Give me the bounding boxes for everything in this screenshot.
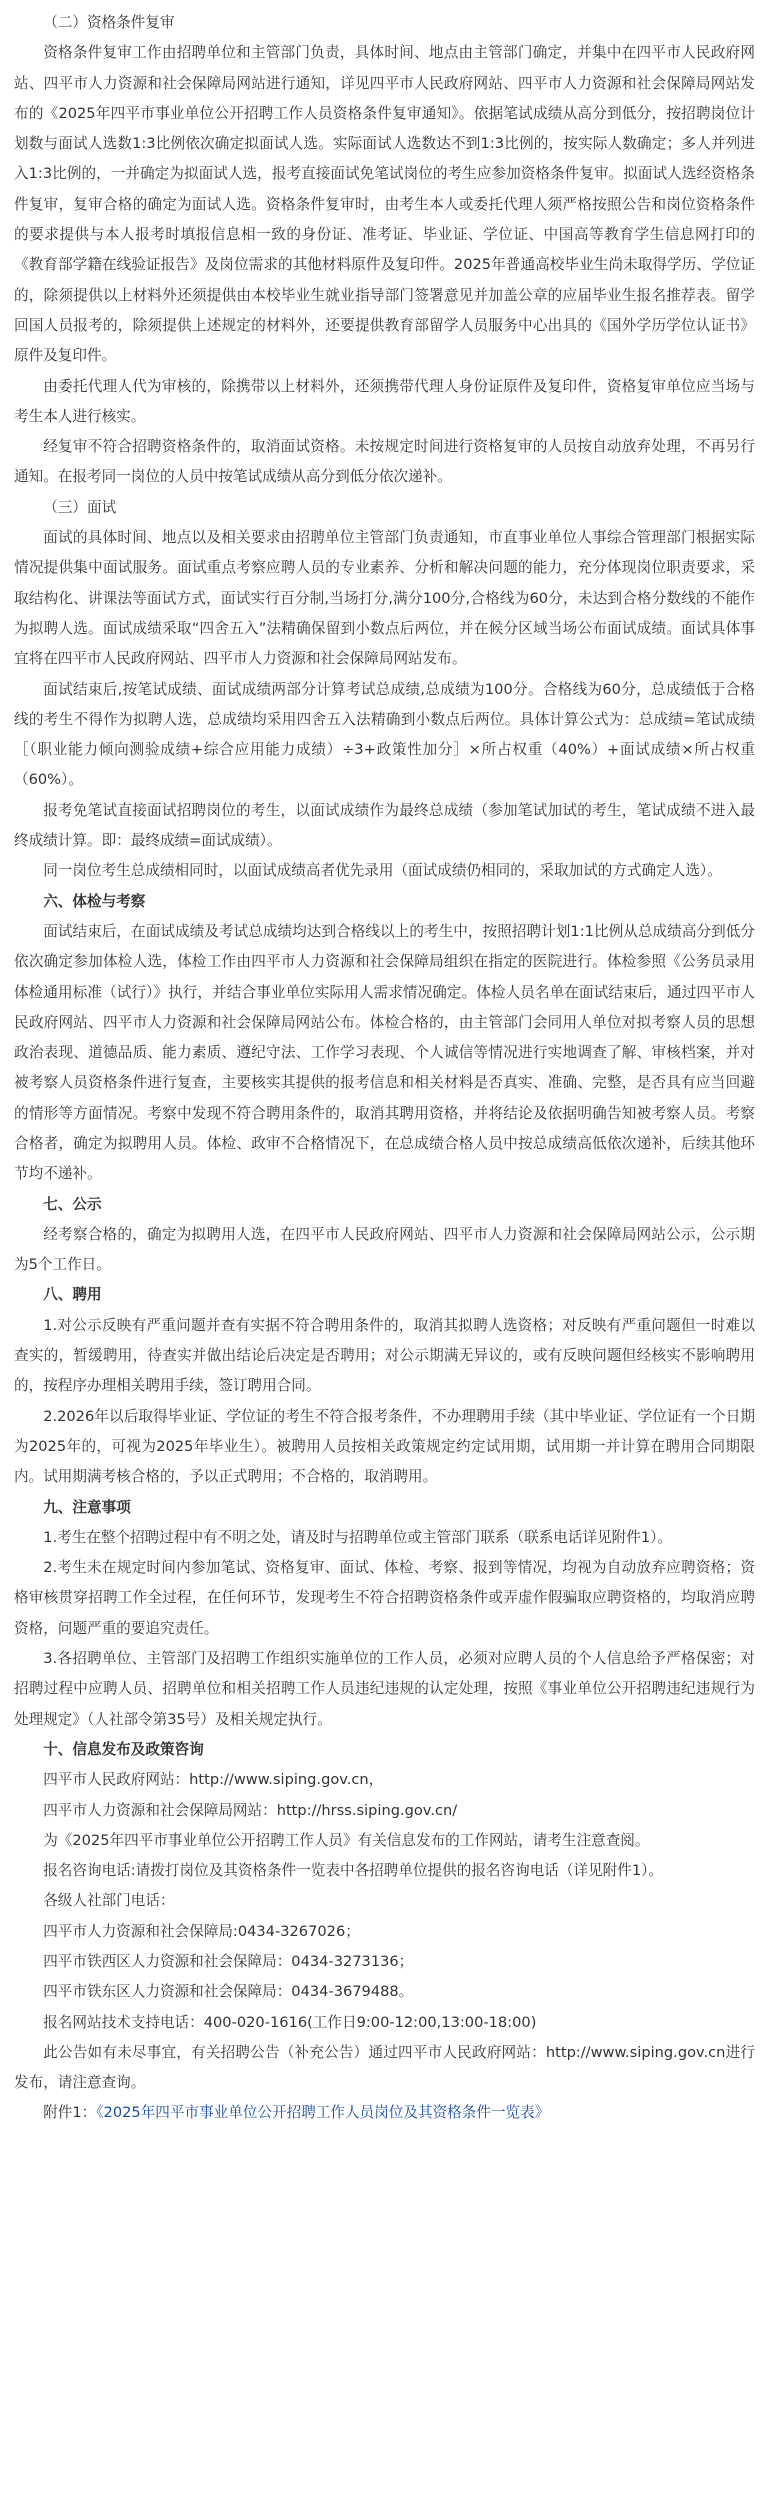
attachment-prefix: 附件1：: [43, 2104, 97, 2122]
paragraph: 报名咨询电话:请拨打岗位及其资格条件一览表中各招聘单位提供的报名咨询电话（详见附件1）。: [43, 1862, 664, 1880]
paragraph: 经复审不符合招聘资格条件的，取消面试资格。未按规定时间进行资格复审的人员按自动放弃处理，不再另行通知。在报考同一岗位的人员中按笔试成绩从高分到低分依次递补。: [14, 438, 755, 486]
paragraph: （二）资格条件复审: [43, 14, 175, 31]
paragraph: 面试的具体时间、地点以及相关要求由招聘单位主管部门负责通知，市直事业单位人事综合管理部门根据实际情况提供集中面试服务。面试重点考察应聘人员的专业素养、分析和解决问题的能力，充分体现岗位职责要求，采取结构化、讲课法等面试方式，面试实行百分制,当场打分,满分100分,合格线为60分，未达到合格分数线的不能作为拟聘人选。面试成绩采取“四舍五入”法精确保留到小数点后两位，并在候分区域当场公布面试成绩。面试具体事宜将在四平市人民政府网站、四平市人力资源和社会保障局网站发布。: [14, 529, 755, 668]
paragraph: 1.对公示反映有严重问题并查有实据不符合聘用条件的，取消其拟聘人选资格；对反映有严重问题但一时难以查实的，暂缓聘用，待查实并做出结论后决定是否聘用；对公示期满无异议的，或有反映问题但经核实不影响聘用的，按程序办理相关聘用手续，签订聘用合同。: [14, 1316, 755, 1395]
paragraph: 四平市铁西区人力资源和社会保障局：0434-3273136；: [43, 1953, 414, 1970]
paragraph: 为《2025年四平市事业单位公开招聘工作人员》有关信息发布的工作网站，请考生注意查阅。: [43, 1831, 650, 1849]
paragraph: 四平市人民政府网站：http://www.siping.gov.cn，: [43, 1771, 384, 1789]
paragraph: 面试结束后,按笔试成绩、面试成绩两部分计算考试总成绩,总成绩为100分。合格线为60分，总成绩低于合格线的考生不得作为拟聘人选，总成绩均采用四舍五入法精确到小数点后两位。具体计算公式为：总成绩=笔试成绩［（职业能力倾向测验成绩+综合应用能力成绩）÷3+政策性加分］×所占权重（40%）+面试成绩×所占权重（60%）。: [14, 680, 755, 789]
paragraph: 经考察合格的，确定为拟聘用人选，在四平市人民政府网站、四平市人力资源和社会保障局网站公示，公示期为5个工作日。: [14, 1225, 755, 1274]
paragraph: 报名网站技术支持电话：400-020-1616(工作日9:00-12:00,13:00-18:00): [43, 2013, 537, 2031]
paragraph: 此公告如有未尽事宜，有关招聘公告（补充公告）通过四平市人民政府网站：http://www.siping.gov.cn进行发布，请注意查询。: [14, 2043, 755, 2092]
section-heading: 九、注意事项: [43, 1498, 131, 1516]
paragraph: 2.2026年以后取得毕业证、学位证的考生不符合报考条件，不办理聘用手续（其中毕业证、学位证有一个日期为2025年的，可视为2025年毕业生）。被聘用人员按相关政策规定约定试用期，试用期一并计算在聘用合同期限内。试用期满考核合格的，予以正式聘用；不合格的，取消聘用。: [14, 1407, 755, 1486]
section-heading: 六、体检与考察: [43, 892, 146, 910]
section-heading: 十、信息发布及政策咨询: [43, 1740, 204, 1758]
paragraph: 各级人社部门电话：: [43, 1892, 175, 1910]
paragraph: 由委托代理人代为审核的，除携带以上材料外，还须携带代理人身份证原件及复印件，资格复审单位应当场与考生本人进行核实。: [14, 377, 755, 425]
paragraph: 2.考生未在规定时间内参加笔试、资格复审、面试、体检、考察、报到等情况，均视为自动放弃应聘资格；资格审核贯穿招聘工作全过程，在任何环节，发现考生不符合招聘资格条件或弄虚作假骗取应聘资格的，均取消应聘资格，问题严重的要追究责任。: [14, 1559, 755, 1637]
paragraph: 资格条件复审工作由招聘单位和主管部门负责，具体时间、地点由主管部门确定，并集中在四平市人民政府网站、四平市人力资源和社会保障局网站进行通知，详见四平市人民政府网站、四平市人力资源和社会保障局网站发布的《2025年四平市事业单位公开招聘工作人员资格条件复审通知》。依据笔试成绩从高分到低分，按招聘岗位计划数与面试人选数1:3比例依次确定拟面试人选。实际面试人选数达不到1:3比例的，按实际人数确定；多人并列进入1:3比例的，一并确定为拟面试人选，报考直接面试免笔试岗位的考生应参加资格条件复审。拟面试人选经资格条件复审，复审合格的确定为面试人选。资格条件复审时，由考生本人或委托代理人须严格按照公告和岗位资格条件的要求提供与本人报考时填报信息相一致的身份证、准考证、毕业证、学位证、中国高等教育学生信息网打印的《教育部学籍在线验证报告》及岗位需求的其他材料原件及复印件。2025年普通高校毕业生尚未取得学历、学位证的，除须提供以上材料外还须提供由本校毕业生就业指导部门签署意见并加盖公章的应届毕业生报名推荐表。留学回国人员报考的，除须提供上述规定的材料外，还要提供教育部留学人员服务中心出具的《国外学历学位认证书》原件及复印件。: [14, 44, 755, 365]
paragraph: 四平市铁东区人力资源和社会保障局：0434-3679488。: [43, 1983, 414, 2001]
attachment-link[interactable]: 《2025年四平市事业单位公开招聘工作人员岗位及其资格条件一览表》: [96, 2104, 550, 2122]
paragraph: 报考免笔试直接面试招聘岗位的考生，以面试成绩作为最终总成绩（参加笔试加试的考生，笔试成绩不进入最终成绩计算。即：最终成绩=面试成绩）。: [14, 801, 755, 850]
paragraph: 同一岗位考生总成绩相同时，以面试成绩高者优先录用（面试成绩仍相同的，采取加试的方式确定人选）。: [43, 862, 722, 880]
attachment-line: [14, 2098, 755, 2128]
paragraph: 面试结束后，在面试成绩及考试总成绩均达到合格线以上的考生中，按照招聘计划1:1比例从总成绩高分到低分依次确定参加体检人选，体检工作由四平市人力资源和社会保障局组织在指定的医院进行。体检参照《公务员录用体检通用标准（试行）》执行，并结合事业单位实际用人需求情况确定。体检人员名单在面试结束后，通过四平市人民政府网站、四平市人力资源和社会保障局网站公布。体检合格的，由主管部门会同用人单位对拟考察人员的思想政治表现、道德品质、能力素质、遵纪守法、工作学习表现、个人诚信等情况进行实地调查了解、审核档案，并对被考察人员资格条件进行复查，主要核实其提供的报考信息和相关材料是否真实、准确、完整，是否具有应当回避的情形等方面情况。考察中发现不符合聘用条件的，取消其聘用资格，并将结论及依据明确告知被考察人员。考察合格者，确定为拟聘用人员。体检、政审不合格情况下，在总成绩合格人员中按总成绩高低依次递补，后续其他环节均不递补。: [14, 922, 755, 1183]
section-heading: 八、聘用: [43, 1286, 102, 1304]
paragraph: （三）面试: [43, 498, 117, 516]
paragraph: 1.考生在整个招聘过程中有不明之处，请及时与招聘单位或主管部门联系（联系电话详见附件1）。: [43, 1528, 673, 1546]
paragraph: 四平市人力资源和社会保障局:0434-3267026；: [43, 1922, 360, 1940]
article-content: [14, 8, 755, 2098]
section-heading: 七、公示: [43, 1195, 102, 1213]
paragraph: 四平市人力资源和社会保障局网站：http://hrss.siping.gov.cn/: [43, 1801, 458, 1819]
paragraph: 3.各招聘单位、主管部门及招聘工作组织实施单位的工作人员，必须对应聘人员的个人信息给予严格保密；对招聘过程中应聘人员、招聘单位和相关招聘工作人员违纪违规的认定处理，按照《事业单位公开招聘违纪违规行为处理规定》（人社部令第35号）及相关规定执行。: [14, 1650, 755, 1728]
